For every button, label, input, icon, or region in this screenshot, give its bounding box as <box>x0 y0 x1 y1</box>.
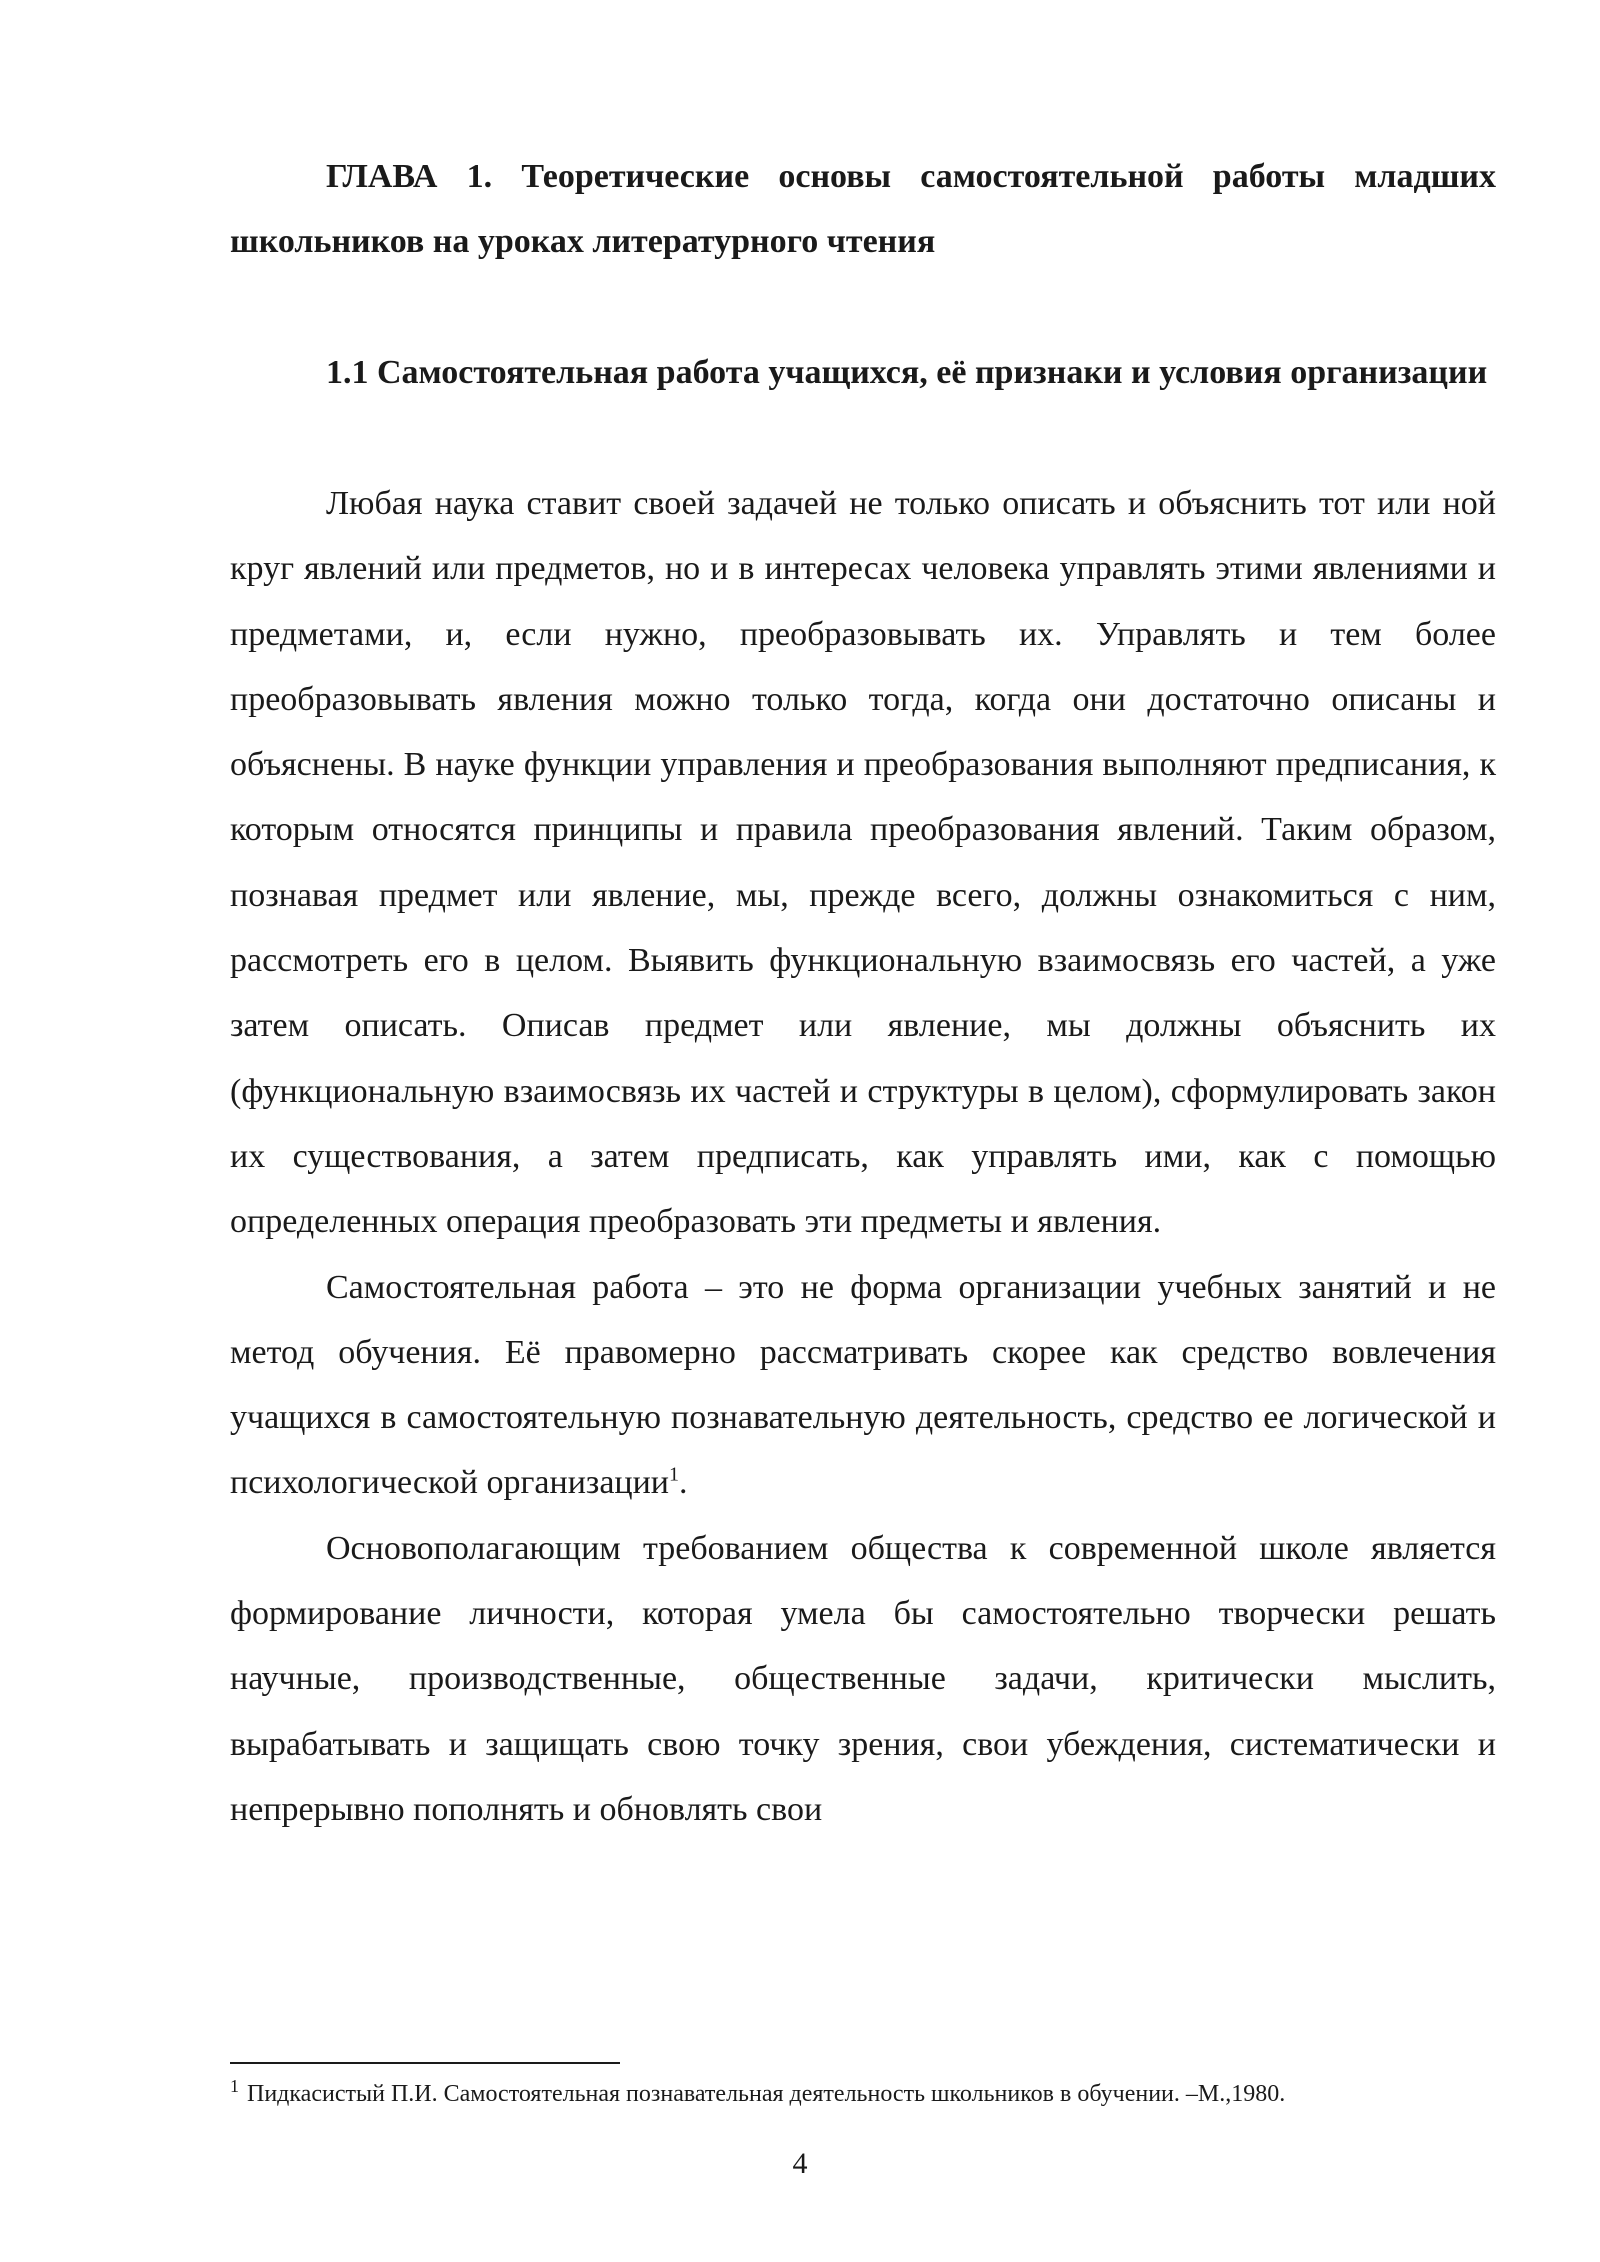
paragraph-2-text: Самостоятельная работа – это не форма организации учебных занятий и не метод обучения. Её правомерно рассматривать скорее как средство вовлечения учащихся в самостоятельную познавательную деятельность, средство ее логической и психологической организации <box>230 1268 1496 1502</box>
footnote-text: Пидкасистый П.И. Самостоятельная познавательная деятельность школьников в обучении. –М.,1980. <box>247 2081 1286 2107</box>
paragraph-2 <box>230 1255 1496 1516</box>
footnote-separator <box>230 2062 620 2064</box>
body-text <box>230 471 1496 1842</box>
footnote-reference[interactable]: 1 <box>669 1464 679 1487</box>
footnote-mark: 1 <box>230 2076 239 2096</box>
page-number: 4 <box>792 2147 808 2180</box>
paragraph-3: Основополагающим требованием общества к современной школе является формирование личности, которая умела бы самостоятельно творчески решать научные, производственные, общественные задачи, критически мыслить, вырабатывать и защищать свою точку зрения, свои убеждения, систематически и непрерывно пополнять и обновлять свои <box>230 1529 1496 1828</box>
footnote <box>230 2078 1496 2110</box>
paragraph-2-end: . <box>679 1464 688 1502</box>
chapter-heading: ГЛАВА 1. Теоретические основы самостоятельной работы младших школьников на уроках литературного чтения <box>230 158 1496 261</box>
section-heading: 1.1 Самостоятельная работа учащихся, её признаки и условия организации <box>326 354 1488 391</box>
paragraph-1: Любая наука ставит своей задачей не только описать и объяснить тот или ной круг явлений или предметов, но и в интересах человека управлять этими явлениями и предметами, и, если нужно, преобразовывать их. Управлять и тем более преобразовывать явления можно только тогда, когда они достаточно описаны и объяснены. В науке функции управления и преобразования выполняют предписания, к которым относятся принципы и правила преобразования явлений. Таким образом, познавая предмет или явление, мы, прежде всего, должны ознакомиться с ним, рассмотреть его в целом. Выявить функциональную взаимосвязь его частей, а уже затем описать. Описав предмет или явление, мы должны объяснить их (функциональную взаимосвязь их частей и структуры в целом), сформулировать закон их существования, а затем предписать, как управлять ими, как с помощью определенных операция преобразовать эти предметы и явления. <box>230 485 1496 1241</box>
